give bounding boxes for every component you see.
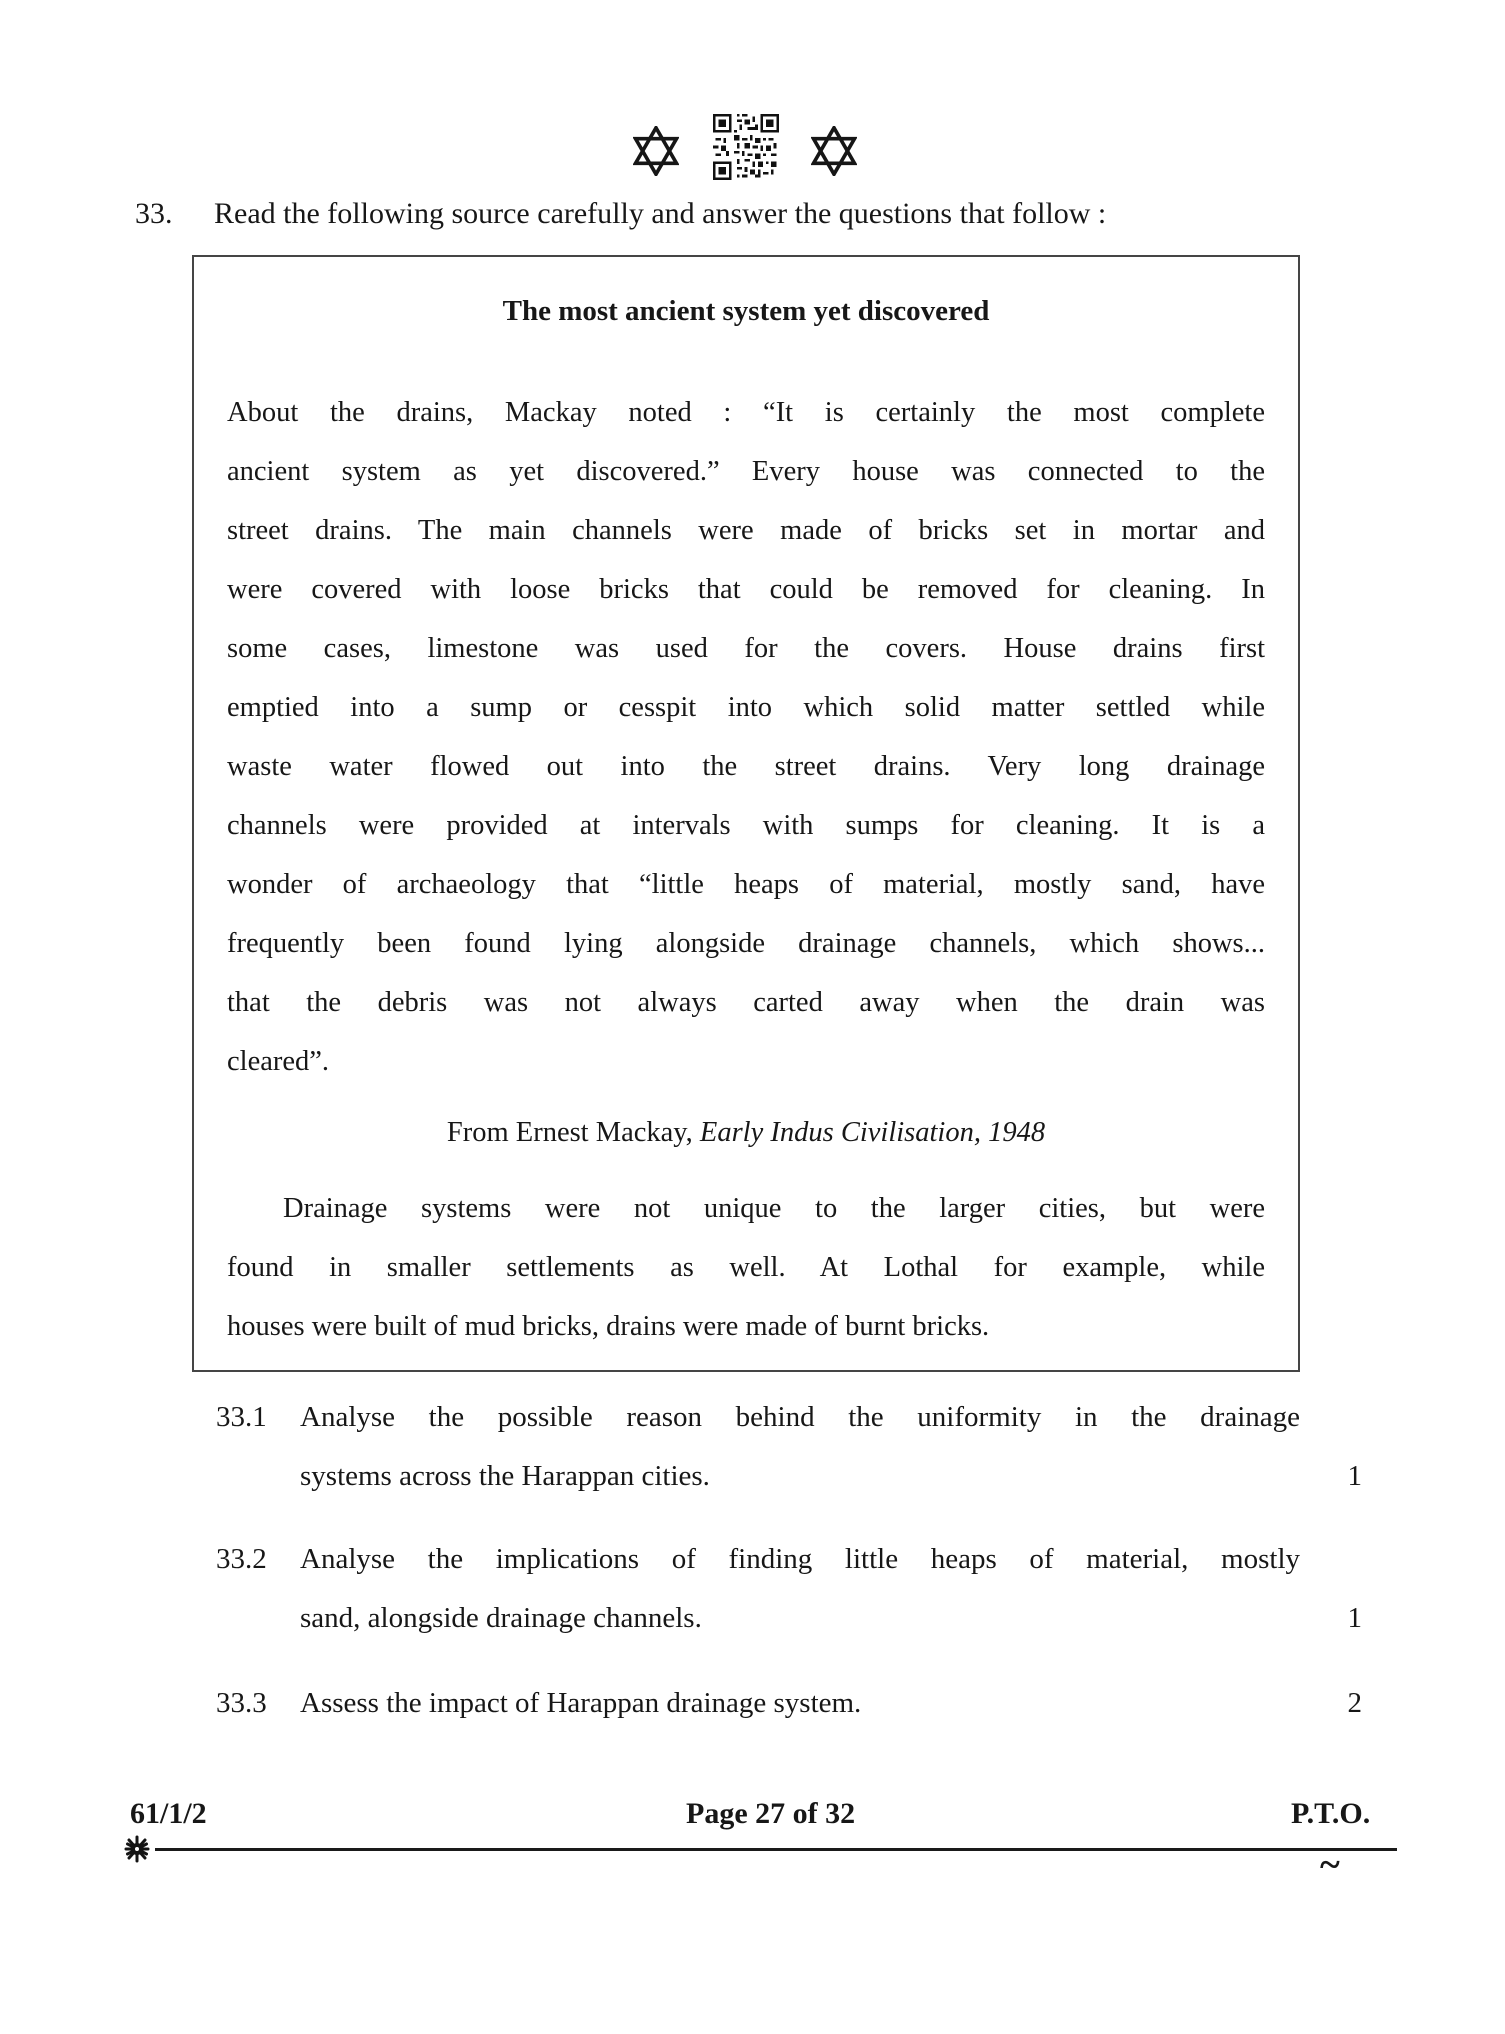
page-indicator: Page 27 of 32 bbox=[686, 1797, 856, 1830]
sub-question-text bbox=[300, 1530, 1300, 1648]
tilde-mark: ~ bbox=[1320, 1844, 1340, 1886]
sub-question-33-3 bbox=[216, 1674, 1362, 1733]
text-line: emptied into a sump or cesspit into which solid matter settled while bbox=[227, 692, 1265, 723]
sub-question-text bbox=[300, 1674, 1300, 1733]
text-line: found in smaller settlements as well. At Lothal for example, while bbox=[227, 1252, 1265, 1283]
attribution-book-title: Early Indus Civilisation, 1948 bbox=[699, 1117, 1046, 1148]
attribution-prefix: From Ernest Mackay, bbox=[446, 1117, 700, 1148]
text-line: houses were built of mud bricks, drains were made of burnt bricks. bbox=[227, 1311, 990, 1342]
footer-divider bbox=[155, 1848, 1397, 1851]
source-paragraph-2 bbox=[227, 1179, 1265, 1356]
text-line: that the debris was not always carted away when the drain was bbox=[227, 987, 1265, 1018]
text-line: Assess the impact of Harappan drainage system. bbox=[300, 1687, 862, 1719]
qr-code-icon bbox=[712, 114, 780, 185]
sub-question-text bbox=[300, 1388, 1300, 1506]
sub-question-number: 33.2 bbox=[216, 1543, 267, 1575]
question-number: 33. bbox=[135, 197, 173, 230]
sub-question-number: 33.1 bbox=[216, 1401, 267, 1433]
text-line: ancient system as yet discovered.” Every house was connected to the bbox=[227, 456, 1265, 487]
text-line: were covered with loose bricks that could be removed for cleaning. In bbox=[227, 574, 1265, 605]
star-of-david-icon bbox=[633, 126, 679, 181]
text-line: wonder of archaeology that “little heaps of material, mostly sand, have bbox=[227, 869, 1265, 900]
question-intro-row bbox=[135, 194, 1405, 234]
marks-value: 1 bbox=[1347, 1602, 1362, 1634]
text-line: channels were provided at intervals with sumps for cleaning. It is a bbox=[227, 810, 1265, 841]
source-attribution bbox=[194, 1111, 1298, 1155]
text-line: some cases, limestone was used for the covers. House drains first bbox=[227, 633, 1265, 664]
source-title: The most ancient system yet discovered bbox=[502, 295, 990, 327]
text-line: cleared”. bbox=[227, 1046, 330, 1077]
sub-question-number: 33.3 bbox=[216, 1687, 267, 1719]
star-of-david-icon bbox=[811, 126, 857, 181]
sub-question-33-1 bbox=[216, 1388, 1362, 1506]
question-intro-text: Read the following source carefully and answer the questions that follow : bbox=[214, 197, 1107, 230]
text-line: About the drains, Mackay noted : “It is certainly the most complete bbox=[227, 397, 1265, 428]
text-line: frequently been found lying alongside drainage channels, which shows... bbox=[227, 928, 1265, 959]
rosette-icon bbox=[124, 1834, 150, 1869]
sub-question-33-2 bbox=[216, 1530, 1362, 1648]
marks-value: 1 bbox=[1347, 1460, 1362, 1492]
text-line: Drainage systems were not unique to the larger cities, but were bbox=[283, 1193, 1265, 1224]
text-line: systems across the Harappan cities. bbox=[300, 1460, 710, 1492]
pto-label: P.T.O. bbox=[1291, 1797, 1371, 1830]
marks-value: 2 bbox=[1347, 1687, 1362, 1719]
text-line: waste water flowed out into the street drains. Very long drainage bbox=[227, 751, 1265, 782]
text-line: Analyse the possible reason behind the uniformity in the drainage bbox=[300, 1401, 1300, 1433]
text-line: Analyse the implications of finding little heaps of material, mostly bbox=[300, 1543, 1300, 1575]
paper-code: 61/1/2 bbox=[130, 1797, 207, 1830]
text-line: street drains. The main channels were made of bricks set in mortar and bbox=[227, 515, 1265, 546]
source-paragraph-1 bbox=[227, 383, 1265, 1091]
text-line: sand, alongside drainage channels. bbox=[300, 1602, 702, 1634]
source-passage-box bbox=[192, 255, 1300, 1372]
